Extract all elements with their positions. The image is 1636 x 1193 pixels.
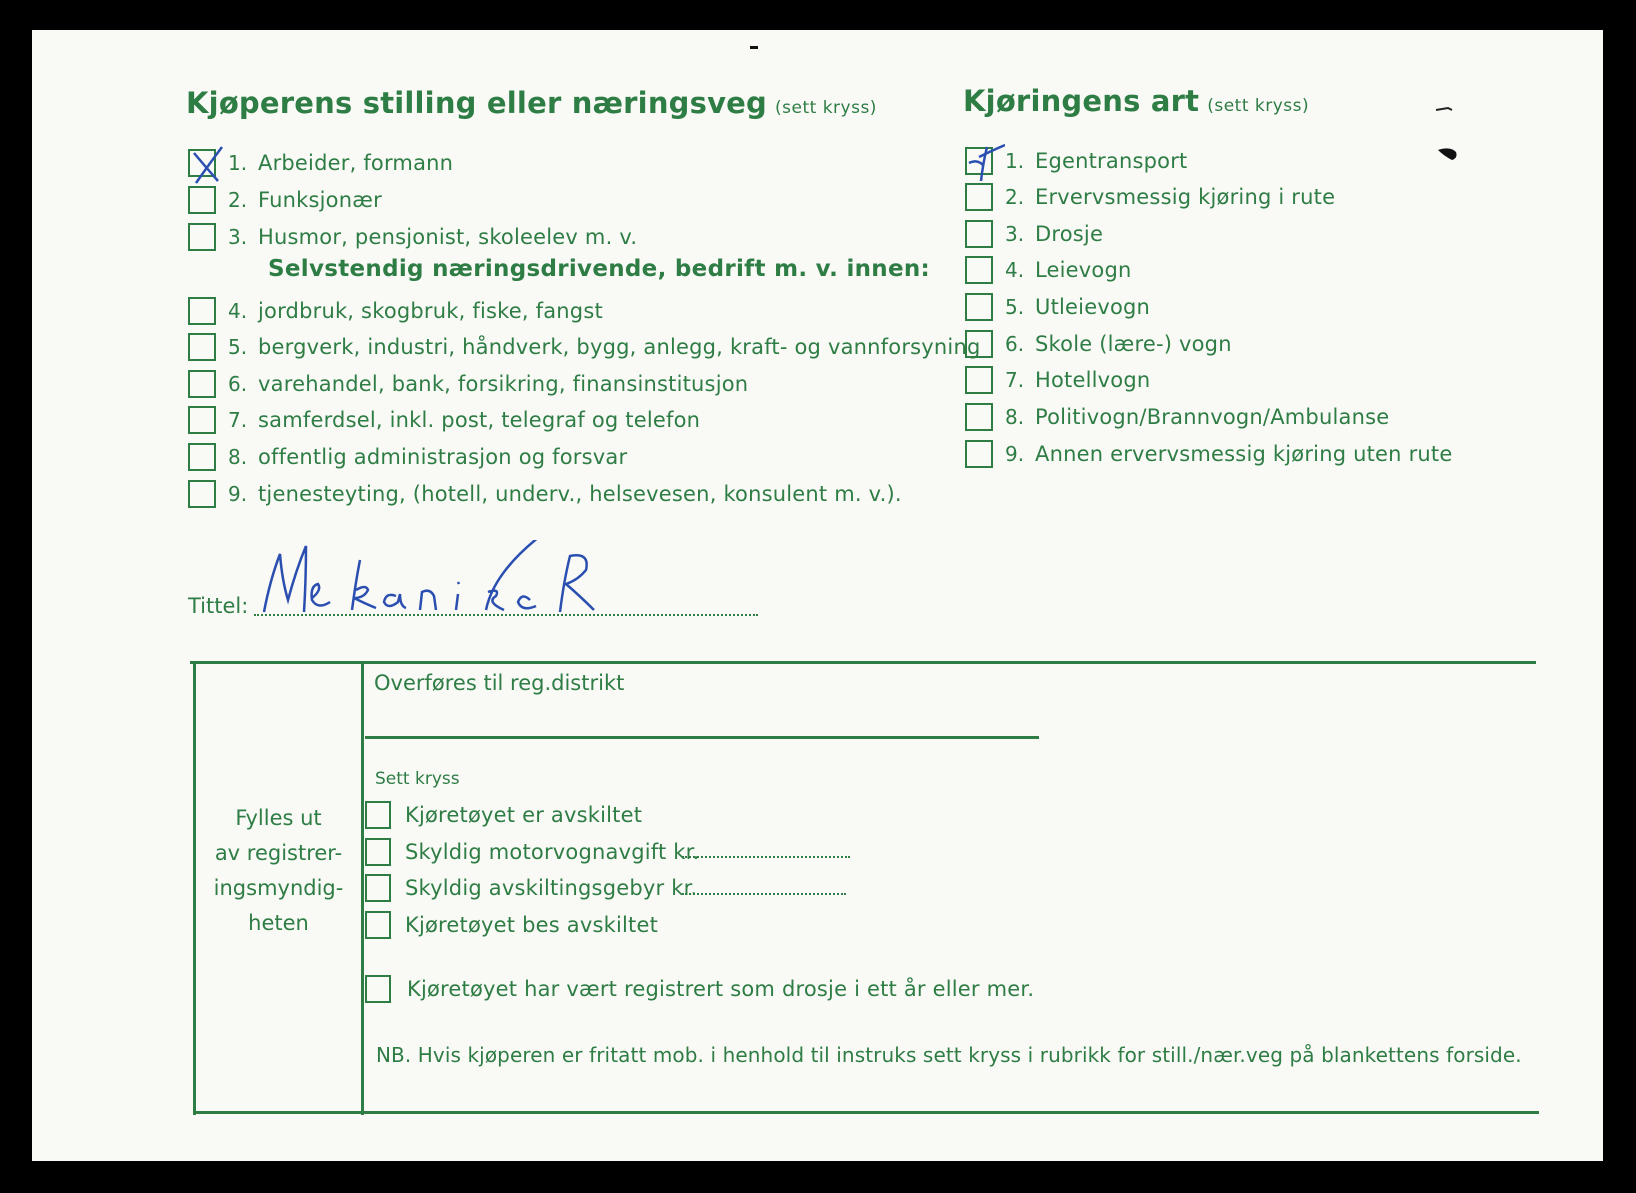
left-item-3[interactable] (188, 220, 637, 254)
left-item-7[interactable] (188, 403, 700, 437)
item-number: 8. (1005, 405, 1025, 429)
item-number: 2. (1005, 185, 1025, 209)
left-heading (186, 86, 877, 120)
item-number: 1. (1005, 149, 1025, 173)
checkbox[interactable] (965, 256, 993, 284)
item-label: Arbeider, formann (258, 151, 454, 175)
item-label: tjenesteyting, (hotell, underv., helsevesen, konsulent m. v.). (258, 482, 902, 506)
checkbox[interactable] (188, 406, 216, 434)
left-item-8[interactable] (188, 440, 627, 474)
registry-divider (361, 663, 364, 1115)
item-number: 4. (228, 299, 248, 323)
registry-item-3[interactable] (365, 871, 697, 905)
ink-smudge (1430, 100, 1490, 170)
checkbox[interactable] (965, 330, 993, 358)
item-label: Skyldig avskiltingsgebyr kr. (405, 876, 698, 900)
item-number: 1. (228, 151, 248, 175)
right-item-5[interactable] (965, 290, 1150, 324)
handwritten-check-icon (965, 143, 1005, 183)
item-number: 6. (1005, 332, 1025, 356)
checkbox[interactable] (188, 223, 216, 251)
right-item-6[interactable] (965, 327, 1232, 361)
left-item-6[interactable] (188, 367, 748, 401)
left-item-4[interactable] (188, 294, 603, 328)
item-label: Funksjonær (258, 188, 382, 212)
right-item-9[interactable] (965, 437, 1452, 471)
left-item-1[interactable] (188, 146, 453, 180)
registry-side-label (196, 801, 361, 941)
item-label: Ervervsmessig kjøring i rute (1035, 185, 1336, 209)
left-item-5[interactable] (188, 330, 981, 364)
item-number: 9. (228, 482, 248, 506)
left-heading-note: (sett kryss) (775, 98, 877, 118)
item-number: 2. (228, 188, 248, 212)
side-label-line: Fylles ut (235, 806, 322, 830)
registry-item-1[interactable] (365, 798, 642, 832)
right-item-2[interactable] (965, 180, 1335, 214)
checkbox[interactable] (965, 366, 993, 394)
right-item-1[interactable] (965, 144, 1187, 178)
title-field[interactable] (260, 540, 640, 620)
registry-item-5[interactable] (365, 972, 1034, 1006)
item-label: Kjøretøyet er avskiltet (405, 803, 643, 827)
item-label: Kjøretøyet har vært registrert som drosje i ett år eller mer. (407, 977, 1035, 1001)
item-number: 7. (228, 408, 248, 432)
item-label: samferdsel, inkl. post, telegraf og telefon (258, 408, 701, 432)
right-item-7[interactable] (965, 363, 1150, 397)
registry-bottom-rule (193, 1111, 1539, 1114)
item-label: bergverk, industri, håndverk, bygg, anlegg, kraft- og vannforsyning (258, 335, 981, 359)
item-label: Hotellvogn (1035, 368, 1151, 392)
item-label: varehandel, bank, forsikring, finansinstitusjon (258, 372, 749, 396)
ink-speck (750, 46, 758, 49)
avskiltingsgebyr-amount-field[interactable] (682, 883, 846, 895)
item-label: Annen ervervsmessig kjøring uten rute (1035, 442, 1453, 466)
item-label: Politivogn/Brannvogn/Ambulanse (1035, 405, 1390, 429)
left-item-9[interactable] (188, 477, 902, 511)
checkbox[interactable] (365, 874, 391, 902)
left-item-2[interactable] (188, 183, 382, 217)
checkbox[interactable] (188, 297, 216, 325)
right-item-4[interactable] (965, 253, 1132, 287)
checkbox[interactable] (965, 147, 993, 175)
item-label: Kjøretøyet bes avskiltet (405, 913, 659, 937)
checkbox[interactable] (965, 293, 993, 321)
checkbox[interactable] (965, 220, 993, 248)
side-label-line: av registrer- (214, 841, 343, 865)
item-number: 3. (1005, 222, 1025, 246)
item-number: 7. (1005, 368, 1025, 392)
checkbox[interactable] (188, 186, 216, 214)
checkbox[interactable] (965, 403, 993, 431)
item-number: 4. (1005, 258, 1025, 282)
handwritten-cross-icon (188, 145, 228, 185)
item-label: Egentransport (1035, 149, 1188, 173)
item-label: Drosje (1035, 222, 1104, 246)
checkbox[interactable] (188, 443, 216, 471)
left-subheading: Selvstendig næringsdrivende, bedrift m. v. innen: (268, 256, 931, 282)
item-label: jordbruk, skogbruk, fiske, fangst (258, 299, 603, 323)
checkbox[interactable] (188, 333, 216, 361)
right-heading-note: (sett kryss) (1207, 96, 1310, 116)
transfer-label: Overføres til reg.distrikt (374, 671, 625, 695)
right-heading (963, 84, 1309, 118)
registry-item-4[interactable] (365, 908, 658, 942)
item-label: Skole (lære-) vogn (1035, 332, 1232, 356)
motorvognavgift-amount-field[interactable] (682, 846, 850, 858)
checkbox[interactable] (965, 440, 993, 468)
side-label-line: heten (248, 911, 309, 935)
item-label: Husmor, pensjonist, skoleelev m. v. (258, 225, 638, 249)
side-label-line: ingsmyndig- (213, 876, 344, 900)
item-label: Utleievogn (1035, 295, 1151, 319)
item-label: offentlig administrasjon og forsvar (258, 445, 628, 469)
checkbox[interactable] (965, 183, 993, 211)
item-number: 5. (1005, 295, 1025, 319)
check-note: Sett kryss (375, 769, 460, 789)
registry-top-rule (190, 661, 1536, 664)
registry-item-2[interactable] (365, 835, 699, 869)
checkbox[interactable] (188, 370, 216, 398)
item-number: 5. (228, 335, 248, 359)
handwritten-title-value (260, 540, 640, 620)
right-heading-text: Kjøringens art (963, 84, 1200, 118)
checkbox[interactable] (365, 975, 391, 1003)
checkbox[interactable] (365, 801, 391, 829)
right-item-3[interactable] (965, 217, 1103, 251)
left-heading-text: Kjøperens stilling eller næringsveg (186, 86, 768, 120)
item-label: Leievogn (1035, 258, 1132, 282)
item-number: 8. (228, 445, 248, 469)
checkbox[interactable] (188, 480, 216, 508)
checkbox[interactable] (365, 911, 391, 939)
checkbox[interactable] (365, 838, 391, 866)
nb-note: NB. Hvis kjøperen er fritatt mob. i henhold til instruks sett kryss i rubrikk for still./nær.veg på blankettens forside. (376, 1043, 1522, 1067)
item-number: 9. (1005, 442, 1025, 466)
item-number: 3. (228, 225, 248, 249)
item-label: Skyldig motorvognavgift kr. (405, 840, 700, 864)
item-number: 6. (228, 372, 248, 396)
checkbox[interactable] (188, 149, 216, 177)
transfer-field-line[interactable] (365, 736, 1039, 739)
right-item-8[interactable] (965, 400, 1389, 434)
title-label: Tittel: (188, 594, 249, 618)
